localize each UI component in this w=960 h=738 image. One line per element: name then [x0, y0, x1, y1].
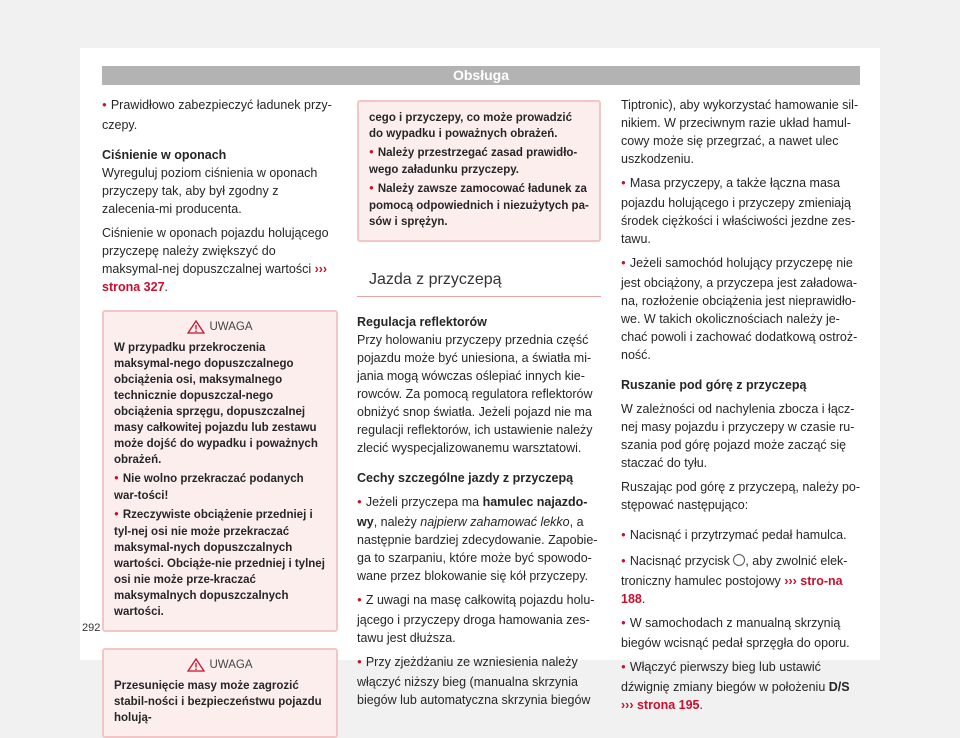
warning-header	[104, 312, 336, 334]
warning-triangle-icon	[187, 320, 205, 334]
warning-box	[102, 310, 338, 632]
warning-header	[104, 650, 336, 672]
page-number: 292	[82, 622, 101, 634]
warning-text: W przypadku przekroczenia maksymal-nego dopuszczalnego obciążenia osi, maksymalnego technicznie dopuszczal-nego obciążenia sprzęgu, dopuszczalnej masy całkowitej pojazdu lub zestawu może dojść do wypadku i poważnych obrażeń.	[114, 342, 318, 466]
paragraph: Wyreguluj poziom ciśnienia w oponach przyczepy tak, aby był zgodny z zalecenia-mi producenta.	[102, 166, 318, 216]
warning-bullet: ● Należy zawsze zamocować ładunek za pomocą odpowiednich i niezużytych pa-sów i sprężyn.	[369, 181, 589, 230]
paragraph: Ciśnienie w oponach pojazdu holującego przyczepę należy zwiększyć do maksymal-nej dopuszczalnej wartości ››› strona 327.	[102, 226, 329, 294]
column-1	[102, 96, 338, 738]
bullet-item: ● Z uwagi na masę całkowitą pojazdu holu-jącego i przyczepy droga hamowania zes-tawu jest dłuższa.	[357, 591, 601, 647]
warning-text: cego i przyczepy, co może prowadzić do wypadku i poważnych obrażeń.	[369, 112, 573, 140]
paragraph: Tiptronic), aby wykorzystać hamowanie sil-nikiem. W przeciwnym razie układ hamul-cowy może się przegrzać, a nawet ulec uszkodzeniu.	[621, 98, 859, 166]
warning-text: Przesunięcie masy może zagrozić stabil-ności i bezpieczeństwu pojazdu holują-	[114, 680, 322, 724]
bullet-item: ● Masa przyczepy, a także łączna masa pojazdu holującego i przyczepy zmieniają środek ciężkości i właściwości jezdne zes-tawu.	[621, 174, 861, 248]
heading-headlights: Regulacja reflektorów	[357, 315, 487, 329]
warning-box	[102, 648, 338, 738]
bullet-item: ● Jeżeli przyczepa ma hamulec najazdo-wy, należy najpierw zahamować lekko, a następnie bardziej zdecydowanie. Zapobie-ga to szarpaniu, które może być spowodo-wane przez blokowanie się kół przyczepy.	[357, 493, 601, 585]
bullet-item: ● Jeżeli samochód holujący przyczepę nie jest obciążony, a przyczepa jest załadowa-na, rozłożenie obciążenia jest nieprawidło-we. W takich okolicznościach należy je-chać powoli i zachować dodatkową ostroż-ność.	[621, 254, 861, 364]
heading-tire-pressure: Ciśnienie w oponach	[102, 148, 227, 162]
bullet-item: ● Przy zjeżdżaniu ze wzniesienia należy włączyć niższy bieg (manualna skrzynia biegów lub automatyczna skrzynia biegów	[357, 653, 601, 709]
warning-title: UWAGA	[209, 659, 253, 671]
page-link[interactable]: ››› stro-na 188	[621, 574, 843, 606]
bullet-item: ● Włączyć pierwszy bieg lub ustawić dźwignię zmiany biegów w położeniu D/S ››› strona 195.	[621, 658, 861, 714]
column-3	[621, 96, 861, 714]
section-title: Jazda z przyczepą	[357, 270, 601, 297]
bullet-secure-load: ● Prawidłowo zabezpieczyć ładunek przy-czepy.	[102, 96, 338, 134]
bullet-item: ● W samochodach z manualną skrzynią biegów wcisnąć pedał sprzęgła do oporu.	[621, 614, 861, 652]
paragraph: W zależności od nachylenia zbocza i łącz-nej masy pojazdu i przyczepy w czasie ru-szania pod górę pojazd może zacząć się staczać do tyłu.	[621, 402, 855, 470]
warning-bullet: ● Należy przestrzegać zasad prawidło-wego załadunku przyczepy.	[369, 145, 589, 178]
page-link[interactable]: ››› strona 195	[621, 698, 700, 712]
warning-bullet: ● Rzeczywiste obciążenie przedniej i tyl-nej osi nie może przekraczać maksymal-nych dopuszczalnych wartości. Obciąże-nie przedniej i tylnej osi nie może prze-kraczać maksymalnych dopuszczalnych wartości.	[114, 507, 326, 620]
warning-title: UWAGA	[209, 321, 253, 333]
warning-triangle-icon	[187, 658, 205, 672]
warning-bullet: ● Nie wolno przekraczać podanych war-tości!	[114, 471, 326, 504]
column-2	[357, 96, 601, 709]
paragraph: Przy holowaniu przyczepy przednia część pojazdu może być uniesiona, a światła mi-jania mogą wówczas oślepiać innych kie-rowców. Za pomocą regulatora reflektorów obniżyć snop światła. Jeżeli pojazd nie ma regulacji reflektorów, ich ustawienie należy zlecić wyspecjalizowanemu warsztatowi.	[357, 333, 593, 455]
page-header: Obsługa	[102, 66, 860, 85]
parking-brake-button-icon	[733, 554, 745, 566]
bullet-item: ● Nacisnąć przycisk , aby zwolnić elek-troniczny hamulec postojowy ››› stro-na 188.	[621, 552, 861, 608]
warning-box-continued	[357, 100, 601, 242]
page-link[interactable]: ››› strona 327	[102, 262, 328, 294]
heading-driving-features: Cechy szczególne jazdy z przyczepą	[357, 471, 574, 485]
heading-hill-start: Ruszanie pod górę z przyczepą	[621, 378, 807, 392]
paragraph: Ruszając pod górę z przyczepą, należy po-stępować następująco:	[621, 480, 861, 512]
manual-page	[80, 48, 880, 724]
bullet-item: ● Nacisnąć i przytrzymać pedał hamulca.	[621, 526, 861, 546]
